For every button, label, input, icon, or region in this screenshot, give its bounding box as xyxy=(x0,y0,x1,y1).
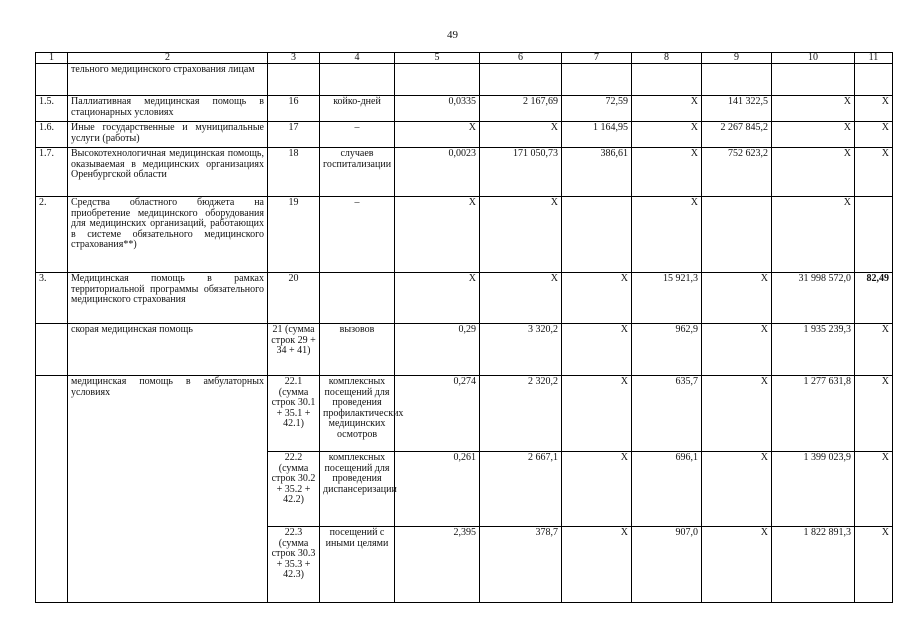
row-value-col9: X xyxy=(702,324,772,376)
row-unit: посещений с иными целями xyxy=(320,527,395,603)
row-number xyxy=(36,64,68,96)
row-value-col6 xyxy=(480,64,562,96)
row-value-col10: X xyxy=(772,122,855,148)
row-value-col6: 2 320,2 xyxy=(480,376,562,452)
row-value-col5: X xyxy=(395,273,480,324)
column-number: 9 xyxy=(702,53,772,64)
row-value-col10: X xyxy=(772,197,855,273)
column-number: 2 xyxy=(68,53,268,64)
row-value-col11: X xyxy=(855,527,893,603)
row-value-col6: X xyxy=(480,122,562,148)
row-value-col11: X xyxy=(855,96,893,122)
row-value-col6: 2 667,1 xyxy=(480,452,562,527)
row-value-col6: 2 167,69 xyxy=(480,96,562,122)
table-row xyxy=(36,376,893,452)
table-row xyxy=(36,273,893,324)
row-value-col7: 386,61 xyxy=(562,148,632,197)
row-value-col8: 962,9 xyxy=(632,324,702,376)
row-value-col7 xyxy=(562,197,632,273)
row-unit: – xyxy=(320,197,395,273)
row-unit: случаев госпитализации xyxy=(320,148,395,197)
row-value-col8: X xyxy=(632,148,702,197)
row-value-col5: 0,0335 xyxy=(395,96,480,122)
row-value-col6: X xyxy=(480,197,562,273)
row-number: 1.7. xyxy=(36,148,68,197)
row-value-col6: 3 320,2 xyxy=(480,324,562,376)
row-value-col10: 1 822 891,3 xyxy=(772,527,855,603)
row-value-col10: 31 998 572,0 xyxy=(772,273,855,324)
row-description: тельного медицинского страхования лицам xyxy=(68,64,268,96)
row-value-col7: 1 164,95 xyxy=(562,122,632,148)
table-row xyxy=(36,148,893,197)
row-value-col8: 635,7 xyxy=(632,376,702,452)
row-line-number: 22.2 (сумма строк 30.2 + 35.2 + 42.2) xyxy=(268,452,320,527)
table-row xyxy=(36,197,893,273)
row-value-col9: X xyxy=(702,273,772,324)
row-unit xyxy=(320,64,395,96)
table-row xyxy=(36,96,893,122)
row-line-number: 18 xyxy=(268,148,320,197)
row-value-col11: X xyxy=(855,148,893,197)
row-value-col11: X xyxy=(855,376,893,452)
row-unit: койко-дней xyxy=(320,96,395,122)
row-value-col5: 0,29 xyxy=(395,324,480,376)
row-description: Паллиативная медицинская помощь в стационарных условиях xyxy=(68,96,268,122)
column-number: 6 xyxy=(480,53,562,64)
row-value-col8: 15 921,3 xyxy=(632,273,702,324)
row-value-col7 xyxy=(562,64,632,96)
row-value-col10 xyxy=(772,64,855,96)
row-value-col5: X xyxy=(395,197,480,273)
financing-table xyxy=(35,52,893,603)
row-value-col7: 72,59 xyxy=(562,96,632,122)
row-value-col11 xyxy=(855,64,893,96)
row-value-col7: X xyxy=(562,376,632,452)
row-number: 2. xyxy=(36,197,68,273)
table-row xyxy=(36,122,893,148)
row-value-col9 xyxy=(702,64,772,96)
row-line-number: 19 xyxy=(268,197,320,273)
row-description: Средства областного бюджета на приобретение медицинского оборудования для медицинских организаций, работающих в системе обязательного медицинского страхования**) xyxy=(68,197,268,273)
row-line-number xyxy=(268,64,320,96)
row-value-col9 xyxy=(702,197,772,273)
row-value-col9: 141 322,5 xyxy=(702,96,772,122)
row-value-col11 xyxy=(855,197,893,273)
row-value-col6: 378,7 xyxy=(480,527,562,603)
row-line-number: 16 xyxy=(268,96,320,122)
row-value-col8 xyxy=(632,64,702,96)
row-unit: – xyxy=(320,122,395,148)
row-value-col5: 0,274 xyxy=(395,376,480,452)
row-value-col6: 171 050,73 xyxy=(480,148,562,197)
row-value-col9: 752 623,2 xyxy=(702,148,772,197)
column-number: 10 xyxy=(772,53,855,64)
row-value-col11: X xyxy=(855,452,893,527)
row-number xyxy=(36,324,68,376)
row-value-col11: 82,49 xyxy=(855,273,893,324)
row-line-number: 22.1 (сумма строк 30.1 + 35.1 + 42.1) xyxy=(268,376,320,452)
row-value-col8: X xyxy=(632,96,702,122)
row-value-col7: X xyxy=(562,273,632,324)
row-value-col10: 1 935 239,3 xyxy=(772,324,855,376)
row-value-col6: X xyxy=(480,273,562,324)
column-number: 8 xyxy=(632,53,702,64)
row-value-col8: 696,1 xyxy=(632,452,702,527)
row-value-col5 xyxy=(395,64,480,96)
row-value-col9: 2 267 845,2 xyxy=(702,122,772,148)
column-number: 3 xyxy=(268,53,320,64)
row-description: скорая медицинская помощь xyxy=(68,324,268,376)
row-number xyxy=(36,376,68,603)
table-row xyxy=(36,64,893,96)
row-value-col5: X xyxy=(395,122,480,148)
row-value-col9: X xyxy=(702,527,772,603)
row-value-col8: X xyxy=(632,122,702,148)
table-row xyxy=(36,324,893,376)
row-value-col7: X xyxy=(562,452,632,527)
row-value-col10: 1 277 631,8 xyxy=(772,376,855,452)
row-description: Высокотехнологичная медицинская помощь, оказываемая в медицинских организациях Оренбургской области xyxy=(68,148,268,197)
row-number: 1.5. xyxy=(36,96,68,122)
column-number: 7 xyxy=(562,53,632,64)
row-description: медицинская помощь в амбулаторных условиях xyxy=(68,376,268,603)
page-number: 49 xyxy=(447,29,458,41)
row-value-col10: X xyxy=(772,96,855,122)
row-value-col5: 2,395 xyxy=(395,527,480,603)
row-value-col10: X xyxy=(772,148,855,197)
row-value-col5: 0,261 xyxy=(395,452,480,527)
row-unit xyxy=(320,273,395,324)
row-number: 1.6. xyxy=(36,122,68,148)
row-value-col11: X xyxy=(855,324,893,376)
row-line-number: 20 xyxy=(268,273,320,324)
row-value-col11: X xyxy=(855,122,893,148)
row-line-number: 21 (сумма строк 29 + 34 + 41) xyxy=(268,324,320,376)
row-value-col9: X xyxy=(702,376,772,452)
row-value-col8: 907,0 xyxy=(632,527,702,603)
row-number: 3. xyxy=(36,273,68,324)
row-value-col10: 1 399 023,9 xyxy=(772,452,855,527)
row-value-col7: X xyxy=(562,324,632,376)
column-number: 1 xyxy=(36,53,68,64)
row-unit: комплексных посещений для проведения профилактических медицинских осмотров xyxy=(320,376,395,452)
row-description: Медицинская помощь в рамках территориальной программы обязательного медицинского страхования xyxy=(68,273,268,324)
row-unit: комплексных посещений для проведения диспансеризации xyxy=(320,452,395,527)
row-value-col9: X xyxy=(702,452,772,527)
row-line-number: 22.3 (сумма строк 30.3 + 35.3 + 42.3) xyxy=(268,527,320,603)
row-line-number: 17 xyxy=(268,122,320,148)
column-number: 5 xyxy=(395,53,480,64)
row-value-col7: X xyxy=(562,527,632,603)
row-value-col8: X xyxy=(632,197,702,273)
column-number: 11 xyxy=(855,53,893,64)
row-description: Иные государственные и муниципальные услуги (работы) xyxy=(68,122,268,148)
row-unit: вызовов xyxy=(320,324,395,376)
column-number: 4 xyxy=(320,53,395,64)
row-value-col5: 0,0023 xyxy=(395,148,480,197)
column-number-row xyxy=(36,53,893,64)
